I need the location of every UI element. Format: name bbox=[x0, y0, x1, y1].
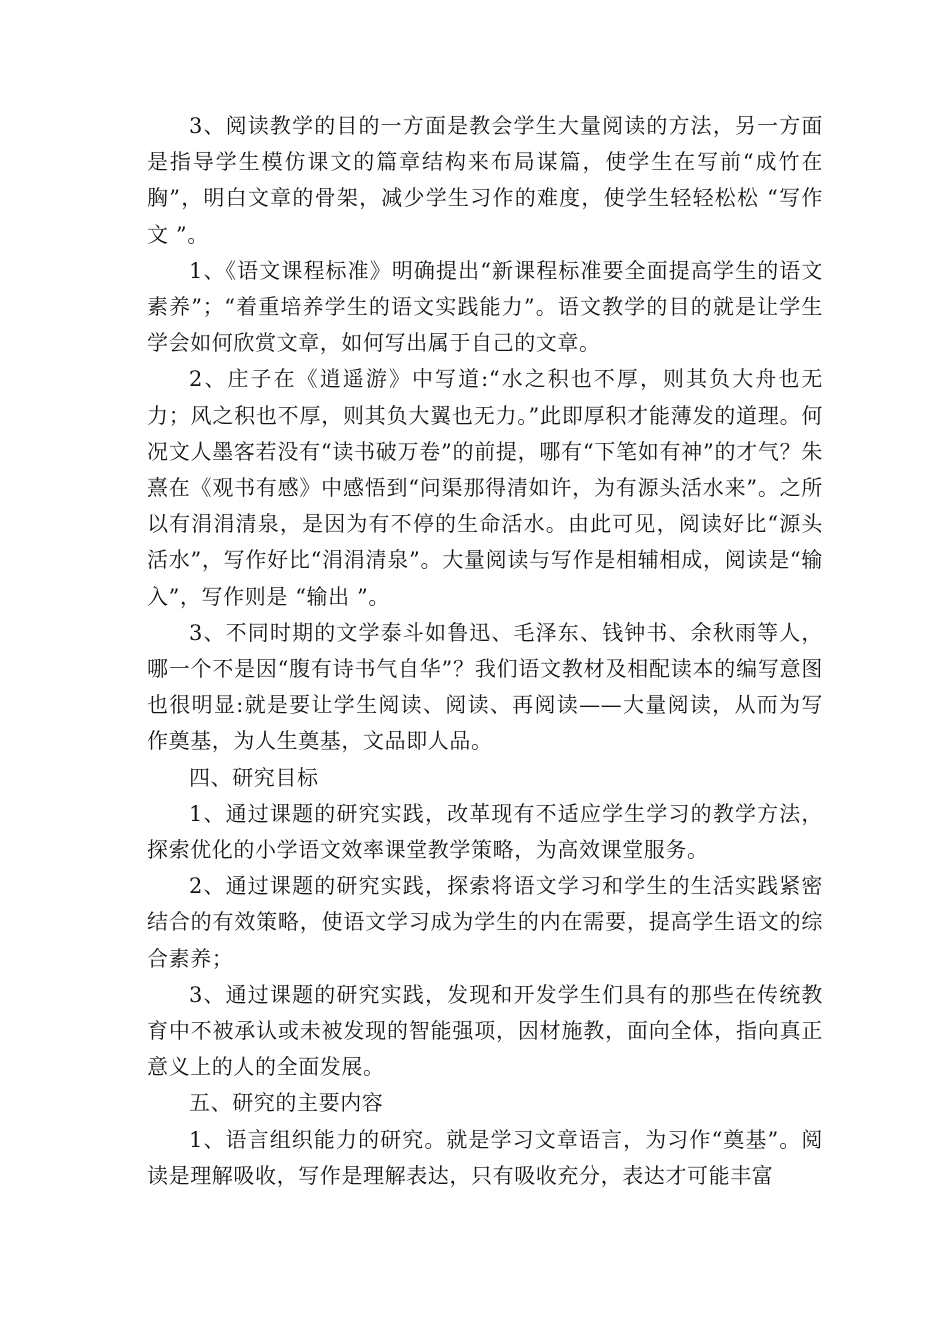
paragraph-goal-1: 1、通过课题的研究实践，改革现有不适应学生学习的教学方法，探索优化的小学语文效率课堂教学策略，为高效课堂服务。 bbox=[147, 801, 823, 863]
paragraph-language-ability: 1、语言组织能力的研究。就是学习文章语言，为习作“奠基”。阅读是理解吸收，写作是理解表达，只有吸收充分，表达才可能丰富 bbox=[147, 1127, 823, 1188]
document-body bbox=[147, 108, 823, 1194]
section-heading-research-goals: 四、研究目标 bbox=[189, 765, 319, 790]
paragraph-curriculum-standard: 1、《语文课程标准》明确提出“新课程标准要全面提高学生的语文素养”；“着重培养学生的语文实践能力”。语文教学的目的就是让学生学会如何欣赏文章，如何写出属于自己的文章。 bbox=[147, 258, 823, 356]
paragraph-zhuangzi-quote: 2、庄子在《逍遥游》中写道:“水之积也不厚，则其负大舟也无力；风之积也不厚，则其负大翼也无力。”此即厚积才能薄发的道理。何况文人墨客若没有“读书破万卷”的前提，哪有“下笔如有神”的才气？朱熹在《观书有感》中感悟到“问渠那得清如许，为有源头活水来”。之所以有涓涓清泉，是因为有不停的生命活水。由此可见，阅读好比“源头活水”，写作好比“涓涓清泉”。大量阅读与写作是相辅相成，阅读是“输入”，写作则是 “输出 ”。 bbox=[147, 367, 823, 609]
section-heading-main-content: 五、研究的主要内容 bbox=[189, 1091, 384, 1116]
paragraph-reading-goal: 3、阅读教学的目的一方面是教会学生大量阅读的方法，另一方面是指导学生模仿课文的篇章结构来布局谋篇，使学生在写前“成竹在胸”，明白文章的骨架，减少学生习作的难度，使学生轻轻松松 “写作文 ”。 bbox=[147, 114, 823, 247]
paragraph-goal-2: 2、通过课题的研究实践，探索将语文学习和学生的生活实践紧密结合的有效策略，使语文学习成为学生的内在需要，提高学生语文的综合素养； bbox=[147, 874, 823, 971]
paragraph-literary-masters: 3、不同时期的文学泰斗如鲁迅、毛泽东、钱钟书、余秋雨等人，哪一个不是因“腹有诗书气自华”？我们语文教材及相配读本的编写意图也很明显:就是要让学生阅读、阅读、再阅读——大量阅读，从而为写作奠基，为人生奠基，文品即人品。 bbox=[147, 620, 823, 754]
paragraph-goal-3: 3、通过课题的研究实践，发现和开发学生们具有的那些在传统教育中不被承认或未被发现的智能强项，因材施教，面向全体，指向真正意义上的人的全面发展。 bbox=[147, 982, 823, 1080]
